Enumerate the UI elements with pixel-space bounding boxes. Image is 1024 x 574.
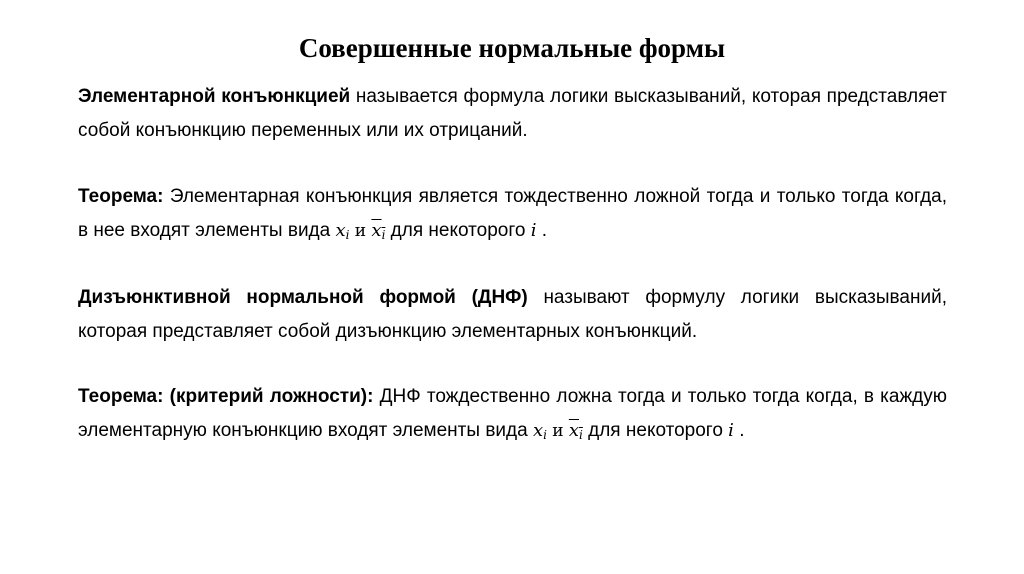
definition-text: называют формулу логики высказываний, которая представляет собой дизъюнкцию элементарных конъюнкций. bbox=[78, 287, 947, 342]
math-x-i: $x_i$ bbox=[335, 220, 350, 242]
theorem-label: Теорема: (критерий ложности): bbox=[78, 386, 374, 407]
definition-dnf bbox=[78, 281, 947, 349]
theorem-text-end: . bbox=[733, 420, 745, 441]
term: Дизъюнктивной нормальной формой (ДНФ) bbox=[78, 287, 528, 308]
term: Элементарной конъюнкцией bbox=[78, 86, 351, 107]
theorem-falsity-criterion bbox=[78, 380, 947, 448]
slide-title: Совершенные нормальные формы bbox=[298, 33, 726, 63]
math-x-i-negated: $x_i$ bbox=[371, 220, 386, 242]
theorem-text: ДНФ тождественно ложна тогда и только тогда когда, в каждую элементарную конъюнкцию входят элементы вида bbox=[78, 386, 948, 441]
theorem-text-mid: для некоторого bbox=[385, 220, 531, 241]
math-x-i-negated: $x_i$ bbox=[568, 420, 583, 442]
theorem-elementary-conjunction bbox=[78, 180, 947, 248]
definition-text: называется формула логики высказываний, которая представляет собой конъюнкцию переменных или их отрицаний. bbox=[78, 86, 948, 141]
theorem-text: Элементарная конъюнкция является тождественно ложной тогда и только тогда когда, в нее входят элементы вида bbox=[78, 186, 947, 241]
theorem-text-end: . bbox=[536, 220, 548, 241]
math-i: i bbox=[530, 220, 537, 241]
math-i: i bbox=[728, 420, 734, 441]
and-word: и bbox=[552, 421, 564, 441]
theorem-label: Теорема: bbox=[78, 186, 164, 207]
theorem-text-mid: для некоторого bbox=[582, 420, 729, 441]
definition-elementary-conjunction bbox=[78, 80, 947, 148]
math-x-i: $x_i$ bbox=[532, 420, 547, 442]
and-word: и bbox=[354, 221, 367, 241]
